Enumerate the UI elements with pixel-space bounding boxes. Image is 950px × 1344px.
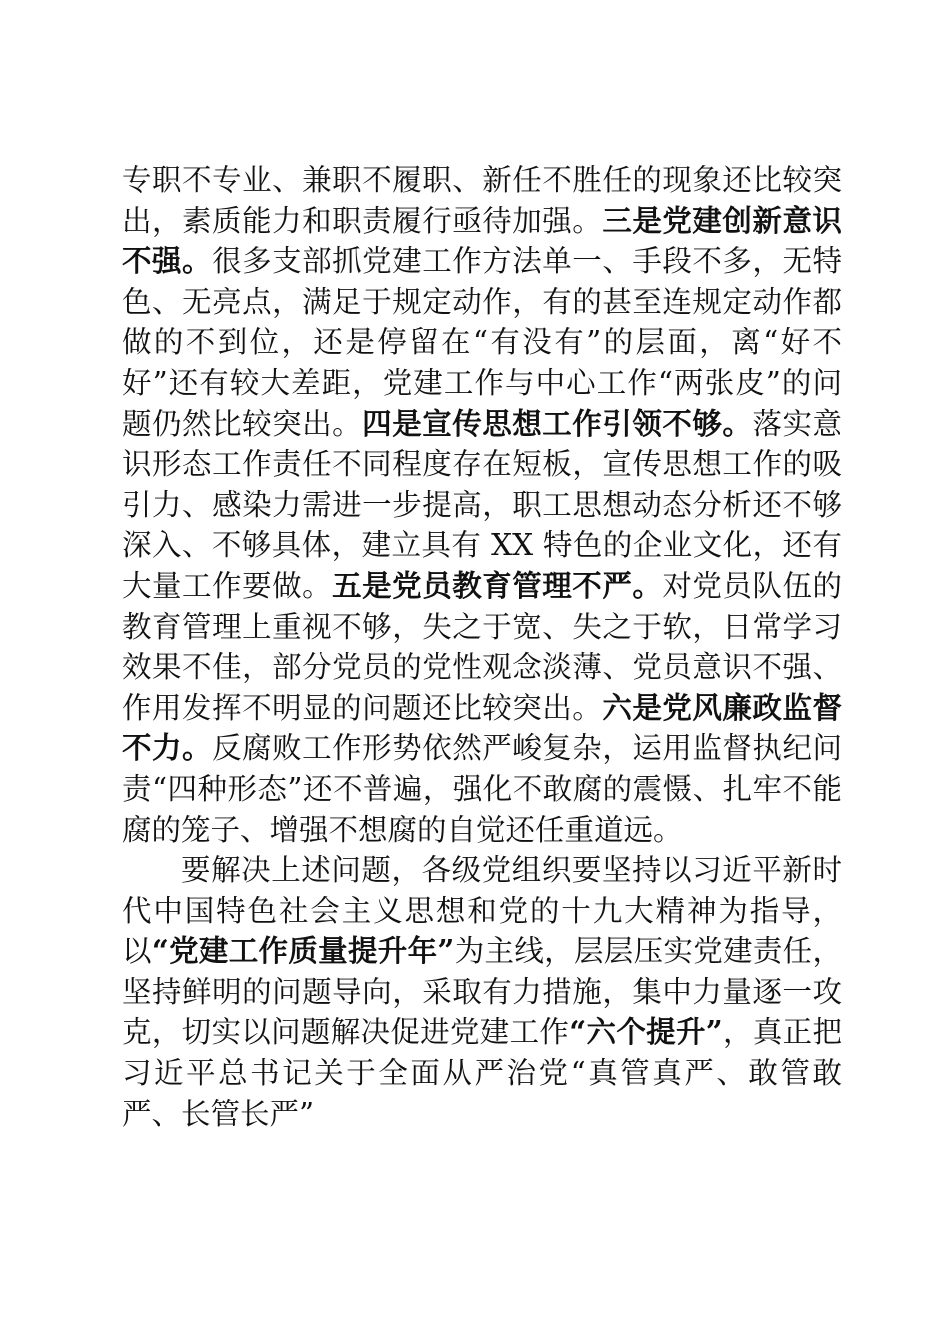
- segment-text: 很多支部抓党建工作方法单一、手段不多，无特色、无亮点，满足于规定动作，有的甚至连规定动作都做的不到位，还是停留在“有没有”的层面，离“好不好”还有较大差距，党建工作与中心工作“两张皮”的问题仍然比较突出。: [122, 244, 842, 441]
- segment-text: 对党员队伍的教育管理上重视不够，失之于宽、失之于软，日常学习效果不佳，部分党员的党性观念淡薄、党员意识不强、作用发挥不明显的问题还比较突出。: [122, 568, 842, 725]
- body-text: [122, 160, 842, 1134]
- heading-innovation: 三是党建创新意识不强。: [122, 202, 842, 279]
- segment-text: 专职不专业、兼职不履职、新任不胜任的现象还比较突出，素质能力和职责履行亟待加强。: [122, 163, 842, 238]
- paragraph-problems: [122, 160, 842, 850]
- heading-supervision: 六是党风廉政监督不力。: [122, 689, 842, 766]
- segment-text: 反腐败工作形势依然严峻复杂，运用监督执纪问责“四种形态”还不普遍，强化不敢腐的震慑、扎牢不能腐的笼子、增强不想腐的自觉还任重道远。: [122, 731, 842, 847]
- segment-text: ，真正把习近平总书记关于全面从严治党“真管真严、敢管敢严、长管长严”: [122, 1015, 842, 1131]
- segment-text: 落实意识形态工作责任不同程度存在短板，宣传思想工作的吸引力、感染力需进一步提高，职工思想动态分析还不够深入、不够具体，建立具有 XX 特色的企业文化，还有大量工作要做。: [122, 406, 842, 603]
- highlight-six-improvements: “六个提升”: [569, 1014, 723, 1050]
- heading-member-education: 五是党员教育管理不严。: [332, 567, 663, 603]
- segment-text: 为主线，层层压实党建责任，坚持鲜明的问题导向，采取有力措施，集中力量逐一攻克，切实以问题解决促进党建工作: [122, 934, 842, 1050]
- heading-propaganda: 四是宣传思想工作引领不够。: [362, 405, 753, 441]
- paragraph-solutions: [122, 850, 842, 1134]
- segment-text: 要解决上述问题，各级党组织要坚持以习近平新时代中国特色社会主义思想和党的十九大精神为指导，以: [122, 853, 842, 969]
- highlight-quality-year: “党建工作质量提升年”: [151, 933, 455, 969]
